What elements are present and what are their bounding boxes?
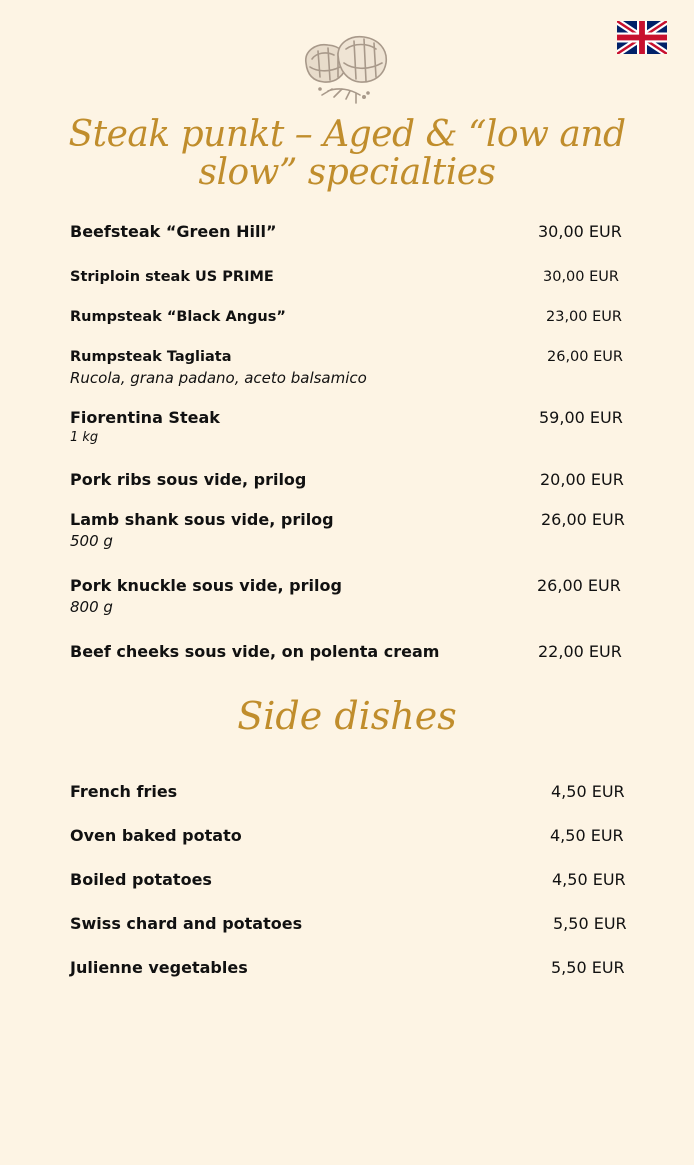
item-price: 4,50 EUR: [552, 870, 626, 889]
item-name: Rumpsteak “Black Angus”: [70, 309, 286, 325]
item-price: 20,00 EUR: [540, 470, 624, 489]
menu-item: [70, 782, 630, 802]
item-price: 23,00 EUR: [546, 309, 622, 325]
menu-item: [70, 510, 630, 552]
item-price: 26,00 EUR: [541, 510, 625, 529]
menu-item: [70, 870, 630, 890]
item-name: Fiorentina Steak: [70, 408, 220, 427]
item-price: 30,00 EUR: [538, 222, 622, 241]
item-name: Lamb shank sous vide, prilog: [70, 510, 334, 529]
item-price: 4,50 EUR: [550, 826, 624, 845]
item-name: Striploin steak US PRIME: [70, 269, 274, 285]
item-name: French fries: [70, 782, 178, 801]
menu-item: [70, 307, 630, 327]
item-name: Oven baked potato: [70, 826, 242, 845]
menu-item: [70, 576, 630, 618]
item-price: 26,00 EUR: [547, 349, 623, 365]
menu-item: [70, 914, 630, 934]
menu-item: [70, 408, 630, 448]
item-description: Rucola, grana padano, aceto balsamico: [70, 369, 367, 387]
page-title: Steak punkt – Aged & “low and slow” specialties: [68, 114, 626, 193]
steak-illustration-icon: [298, 33, 394, 107]
item-description: 1 kg: [70, 430, 99, 445]
menu-item: [70, 826, 630, 846]
menu-item: [70, 267, 630, 287]
item-name: Rumpsteak Tagliata: [70, 349, 232, 365]
item-name: Pork knuckle sous vide, prilog: [70, 576, 342, 595]
item-description: 800 g: [70, 598, 113, 616]
item-price: 22,00 EUR: [538, 642, 622, 661]
item-price: 59,00 EUR: [539, 408, 623, 427]
item-price: 5,50 EUR: [553, 914, 627, 933]
item-price: 4,50 EUR: [551, 782, 625, 801]
section-title-side-dishes: Side dishes: [237, 694, 457, 738]
uk-flag-icon[interactable]: [617, 21, 667, 54]
item-description: 500 g: [70, 532, 113, 550]
item-name: Beefsteak “Green Hill”: [70, 222, 277, 241]
item-name: Beef cheeks sous vide, on polenta cream: [70, 642, 440, 661]
item-price: 30,00 EUR: [543, 269, 619, 285]
item-price: 5,50 EUR: [551, 958, 625, 977]
item-price: 26,00 EUR: [537, 576, 621, 595]
item-name: Pork ribs sous vide, prilog: [70, 470, 307, 489]
item-name: Swiss chard and potatoes: [70, 914, 303, 933]
menu-item: [70, 958, 630, 978]
item-name: Julienne vegetables: [70, 958, 248, 977]
menu-item: [70, 470, 630, 490]
menu-item: [70, 347, 630, 389]
menu-item: [70, 642, 630, 662]
menu-item: [70, 222, 630, 242]
item-name: Boiled potatoes: [70, 870, 212, 889]
